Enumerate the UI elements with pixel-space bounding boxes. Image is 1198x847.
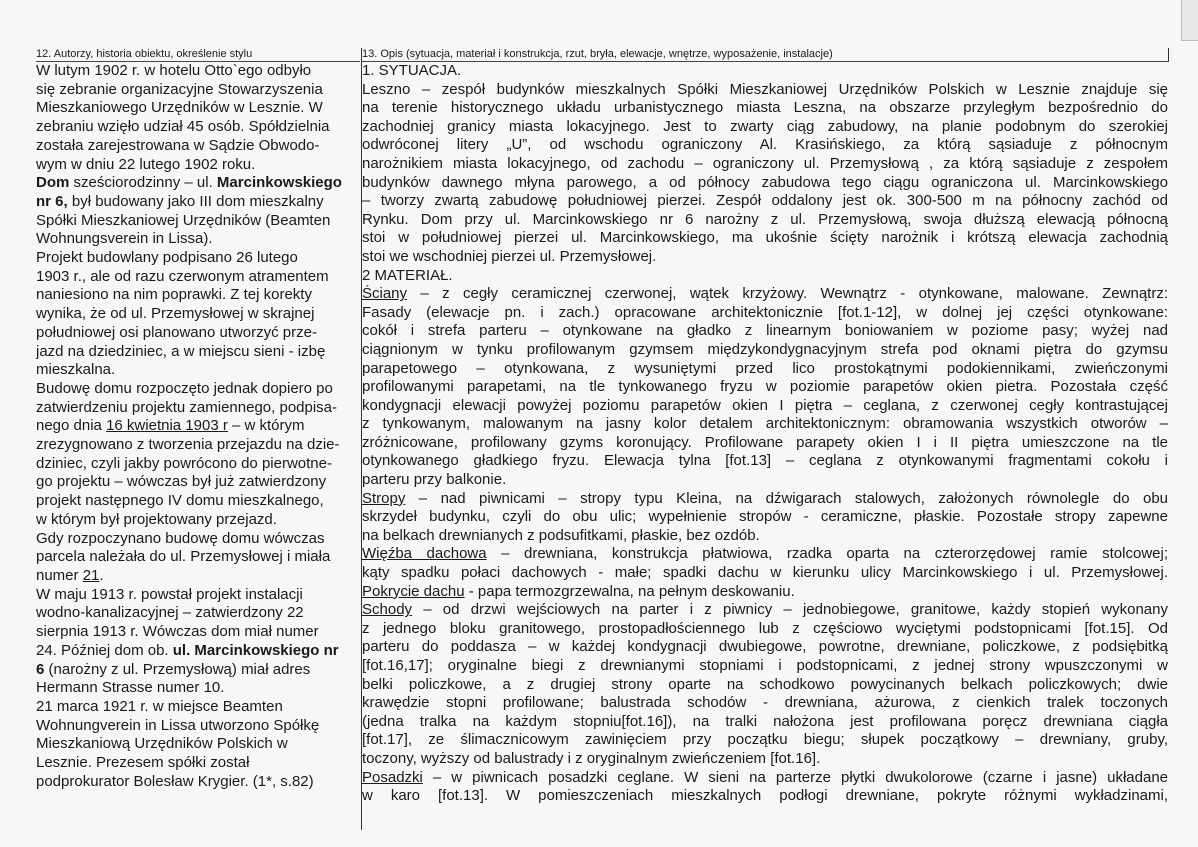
description-line: kondygnacji elewacji powyżej poziomu parapetów okien I piętra – ceglana, z czerwonej cegły kontrastującej (362, 396, 1168, 414)
history-line: zrezygnowano z tworzenia przejazdu na dzie- (36, 436, 340, 454)
history-line: zatwierdzeniu projektu zamiennego, podpisa- (36, 398, 338, 416)
description-line: stoi w południowej pierzei ul. Marcinkowskiego, ma ukośnie ścięty narożnik i krótszą elewacja zachodnią (362, 229, 1168, 247)
history-line: parcela należała do ul. Przemysłowej i miała (36, 548, 331, 566)
history-line: Mieszkaniowego Urzędników w Lesznie. W (36, 99, 323, 117)
description-line: parteru do poddasza – w każdej kondygnacji dwubiegowe, powrotne, drewniane, policzkowe, z podsiębitką (362, 638, 1168, 656)
history-line: nr 6, był budowany jako III dom mieszkalny (36, 192, 324, 210)
history-line: sierpnia 1913 r. Wówczas dom miał numer (36, 623, 319, 641)
history-line: W lutym 1902 r. w hotelu Otto`ego odbyło (36, 62, 312, 79)
description-line: toczony, wyższy od balustrady i z oryginalnym zwieńczeniem [fot.16]. (362, 749, 821, 767)
description-line: krawędzie stopni profilowane; balustrada schodów - drewniana, ażurowa, z cienkich tralek toczonych (362, 694, 1168, 712)
description-line: zachodniej granicy miasta lokacyjnego. Jest to zwarty ciąg zabudowy, na planie podobnym do szerokiej (362, 117, 1168, 135)
description-section-header: 13. Opis (sytuacja, materiał i konstrukcja, rzut, bryła, elewacje, wnętrze, wyposażenie, instalacje) (362, 48, 1168, 62)
description-line: cokół i strefa parteru – otynkowane na gładko z linearnym boniowaniem w poziome pasy; wyżej nad (362, 322, 1168, 340)
history-line: Mieszkaniową Urzędników Polskich w (36, 735, 288, 753)
history-line: południowej osi planowano utworzyć prze- (36, 323, 317, 341)
history-line: Projekt budowlany podpisano 26 lutego (36, 249, 298, 267)
history-line: podprokurator Bolesław Krygier. (1*, s.82) (36, 772, 314, 790)
history-line: naniesiono na nim poprawki. Z tej korekty (36, 286, 312, 304)
history-line: nego dnia 16 kwietnia 1903 r – w którym (36, 417, 305, 435)
history-line: Spółki Mieszkaniowej Urzędników (Beamten (36, 211, 331, 229)
history-line: W maju 1913 r. powstał projekt instalacji (36, 585, 303, 603)
description-line: kąty spadku połaci dachowych - małe; spadki dachu w kierunku ulicy Marcinkowskiego i ul. Przemysłowej. (362, 564, 1168, 582)
description-line: Więźba dachowa – drewniana, konstrukcja płatwiowa, rzadka oparta na czterorzędowej ramie stolcowej; (362, 545, 1168, 563)
history-line: Gdy rozpoczynano budowę domu wówczas (36, 529, 325, 547)
description-line: (jedna tralka na każdym stopniu[fot.16]), na tralki nałożona jest profilowana poręcz drewniana ciągła (362, 712, 1168, 730)
description-line: ciągnionym w tynku profilowanym gzymsem międzykondygnacyjnym strefa pod oknami piętra do gzymsu (362, 340, 1168, 358)
history-line: Lesznie. Prezesem spółki został (36, 754, 250, 772)
description-line: Schody – od drzwi wejściowych na parter i z piwnicy – jednobiegowe, granitowe, każdy stopień wykonany (362, 601, 1168, 619)
history-line: Hermann Strasse numer 10. (36, 679, 225, 697)
header-right-rule (1168, 48, 1169, 62)
history-line: została zarejestrowana w Sądzie Obwodo- (36, 136, 320, 154)
description-line: skrzydeł budynku, czyli do obu ulic; wypełnienie stropów - ceramiczne, płaskie. Pozostałe stropy zapewne (362, 508, 1168, 526)
history-line: mieszkalna. (36, 361, 116, 379)
history-line: 6 (narożny z ul. Przemysłową) miał adres (36, 660, 311, 678)
description-line: Fasady (elewacje pn. i zach.) opracowane architektonicznie [fot.1-12], w dolnej jej części otynkowane: (362, 303, 1168, 321)
description-line: Pokrycie dachu - papa termozgrzewalna, na pełnym deskowaniu. (362, 582, 795, 600)
description-line: Rynku. Dom przy ul. Marcinkowskiego nr 6 narożny z ul. Przemysłową, swoja dłuższą elewacją północną (362, 210, 1168, 228)
history-line: wodno-kanalizacyjnej – zatwierdzony 22 (36, 604, 304, 622)
history-line: w którym był projektowany przejazd. (36, 510, 277, 528)
history-line: 24. Później dom ob. ul. Marcinkowskiego nr (36, 641, 339, 659)
history-line: projekt następnego IV domu mieszkalnego, (36, 492, 324, 510)
history-line: zebraniu wzięło udział 45 osób. Spółdzielnia (36, 118, 330, 136)
description-line: na terenie historycznego układu urbanistycznego miasta Leszna, na obszarze przyległym bezpośrednio do (362, 99, 1168, 117)
description-line: narożnikiem miasta lokacyjnego, od zachodu – ograniczony ul. Przemysłową , za którą sąsiaduje z zespołem (362, 154, 1168, 172)
description-line: Posadzki – w piwnicach posadzki ceglane. W sieni na parterze płytki dwukolorowe (czarne i jasne) układane (362, 768, 1168, 786)
description-line: Stropy – nad piwnicami – stropy typu Kleina, na dźwigarach stalowych, założonych równolegle do obu (362, 489, 1168, 507)
description-line: stoi we wschodniej pierzei ul. Przemysłowej. (362, 247, 657, 265)
description-line: [fot.17], ze ślimacznicowym zawinięciem przy początku biegu; słupek początkowy – drewniany, gruby, (362, 731, 1168, 749)
description-line: profilowanymi parapetami, na tle tynkowanego fryzu w poziomie parapetów okien pietra. Pozostała część (362, 378, 1168, 396)
history-line: wynika, że od ul. Przemysłowej w skrajnej (36, 305, 315, 323)
history-line: go projektu – wówczas był już zatwierdzony (36, 473, 327, 491)
description-line: budynków dawnego młyna parowego, a od północy zabudowa tego ciągu ograniczona ul. Marcinkowskiego (362, 173, 1168, 191)
description-line: Leszno – zespół budynków mieszkalnych Spółki Mieszkaniowej Urzędników Polskich w Lesznie znajduje się (362, 80, 1168, 98)
description-line: – tworzy zwartą zabudowę południowej pierzei. Zespół oddalony jest ok. 300-500 m na północny zachód od (362, 192, 1168, 210)
description-line: Ściany – z cegły ceramicznej czerwonej, wątek krzyżowy. Wewnątrz - otynkowane, malowane. Zewnątrz: (362, 285, 1168, 303)
description-line: z tynkowanym, malowanym na jasny kolor detalem architektonicznym: obramowania wszystkich otworów – (362, 415, 1168, 433)
description-line: 2 MATERIAŁ. (362, 266, 453, 284)
history-line: jazd na dziedziniec, a w miejscu sieni - izbę (36, 342, 326, 360)
description-line: parteru przy balkonie. (362, 471, 507, 489)
history-line: Budowę domu rozpoczęto jednak dopiero po (36, 379, 333, 397)
description-line: na belkach drewnianych z podsufitkami, płaskie, bez ozdób. (362, 526, 760, 544)
description-text (362, 62, 1168, 806)
description-line: zróżnicowane, profilowany gzyms koronujący. Profilowane parapety okien I i II piętra umieszczone na tle (362, 433, 1168, 451)
description-column (362, 48, 1168, 806)
history-line: się zebranie organizacyjne Stowarzyszenia (36, 80, 323, 98)
description-line: [fot.16,17]; oryginalne biegi z drewnianymi stopniami i podstopnicami, z jednej strony wpuszczonymi w (362, 657, 1168, 674)
description-line: belki policzkowe, a z drugiej strony oparte na schodkowo powycinanych belkach policzkowych; dwie (362, 675, 1168, 693)
history-line: numer 21. (36, 566, 104, 584)
description-line: odwróconej litery „U”, od wschodu ograniczony Al. Krasińskiego, za którą sąsiaduje z północnym (362, 136, 1168, 154)
history-line: Dom sześciorodzinny – ul. Marcinkowskiego (36, 174, 342, 192)
description-line: 1. SYTUACJA. (362, 62, 462, 79)
history-line: Wohnungverein in Lissa utworzono Spółkę (36, 716, 320, 734)
history-text (36, 62, 360, 791)
page-corner-mark (1181, 0, 1198, 41)
description-line: z jednego bloku granitowego, prostopadłościennego lub z częściowo wyciętymi podstopnicami [fot.15]. Od (362, 619, 1168, 637)
description-line: w karo [fot.13]. W pomieszczeniach mieszkalnych podłogi drewniane, pokryte różnymi wykładzinami, (362, 787, 1168, 805)
description-line: parapetowego – otynkowana, z wysuniętymi przed lico prostokątnymi podokiennikami, zwieńczonymi (362, 359, 1168, 377)
history-line: wym w dniu 22 lutego 1902 roku. (36, 155, 256, 173)
history-line: Wohnungsverein in Lissa). (36, 230, 213, 248)
history-column (36, 48, 360, 791)
history-line: 21 marca 1921 r. w miejsce Beamten (36, 697, 283, 715)
description-line: otynkowanego gładkiego fryzu. Elewacja tylna [fot.13] – ceglana z otynkowanymi fragmentami cokołu i (362, 452, 1168, 470)
history-line: 1903 r., ale od razu czerwonym atramentem (36, 267, 329, 285)
history-line: dziniec, czyli jakby powrócono do pierwotne- (36, 454, 332, 472)
history-section-header: 12. Autorzy, historia obiektu, określenie stylu (36, 48, 360, 62)
